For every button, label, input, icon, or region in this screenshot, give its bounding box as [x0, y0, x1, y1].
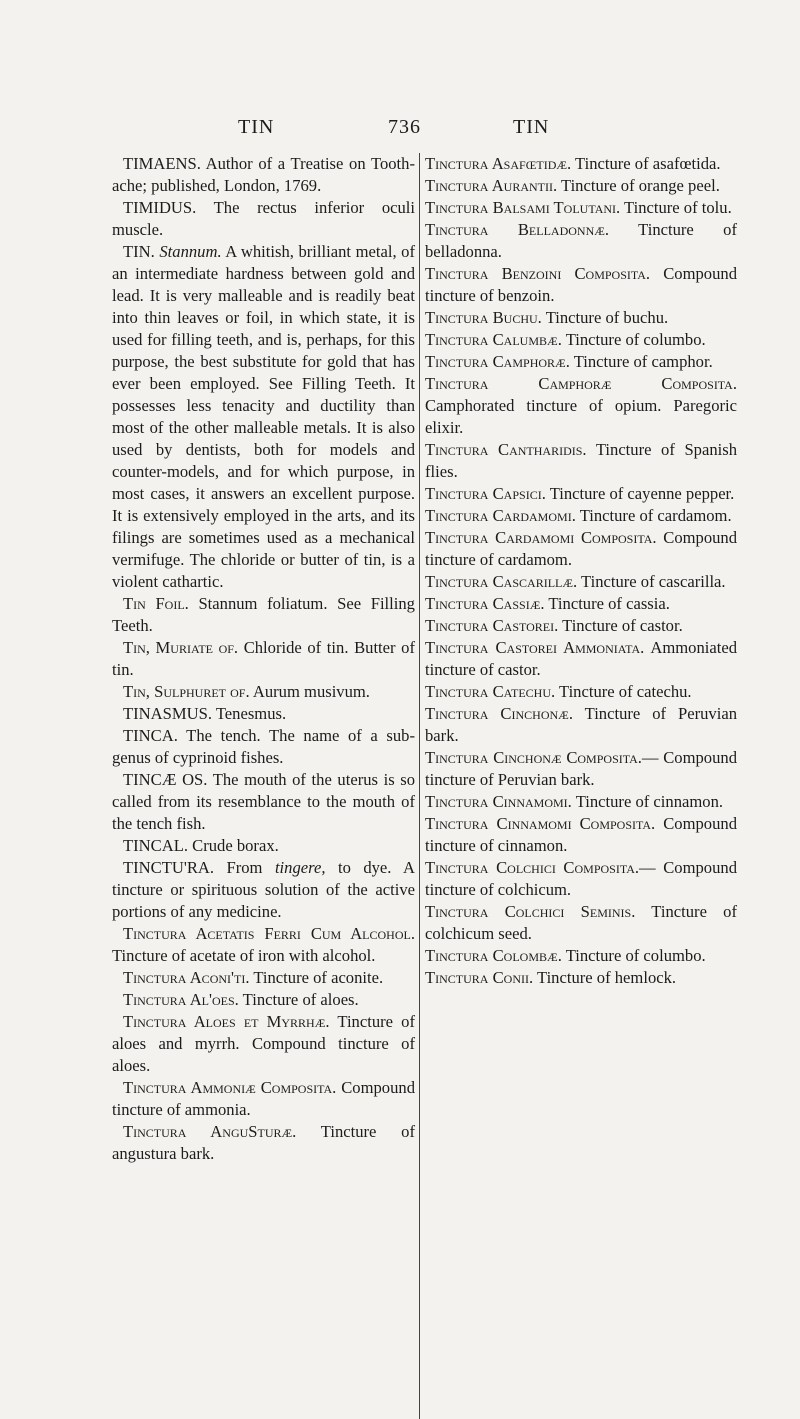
entry-headword: Tinctura Castorei.	[425, 616, 559, 635]
entry-definition: Tincture of tolu.	[620, 198, 732, 217]
dictionary-entry	[425, 483, 737, 505]
dictionary-entry	[112, 593, 415, 637]
entry-headword: Tinctura Asafœtidæ.	[425, 154, 572, 173]
entry-headword: Tinctura AnguSturæ.	[123, 1122, 297, 1141]
entry-headword: Tinctura Cinchonæ Composita.—	[425, 748, 659, 767]
entry-definition: From	[214, 858, 275, 877]
dictionary-entry	[425, 351, 737, 373]
dictionary-entry	[425, 197, 737, 219]
dictionary-entry	[425, 175, 737, 197]
entry-headword: Tinctura Cinchonæ.	[425, 704, 573, 723]
dictionary-entry	[425, 813, 737, 857]
entry-headword: Tinctura Camphoræ.	[425, 352, 570, 371]
dictionary-entry	[425, 703, 737, 747]
entry-definition: Tincture of cardamom.	[575, 506, 732, 525]
entry-definition: A whitish, brilliant metal, of an intermediate hardness between gold and lead. It is very malleable and is readily beat into thin leaves or foil, in which state, it is used for filling teeth, and is, perhaps, for this purpose, the best substitute for gold that has ever been employed. See Filling Teeth. It possesses less tenacity and ductility than most of the other malleable metals. It is also used by dentists, both for models and counter-models, and for which purpose, in most cases, it answers an excellent purpose. It is extensively employed in the arts, and its filings are sometimes used as a mechanical vermifuge. The chloride or butter of tin, is a violent cathartic.	[112, 242, 415, 591]
entry-headword: Tin, Muriate of.	[123, 638, 239, 657]
entry-headword: Tinctura Benzoini Composita.	[425, 264, 651, 283]
entry-definition: Tincture of cinnamon.	[571, 792, 724, 811]
dictionary-entry	[425, 637, 737, 681]
right-column	[425, 153, 737, 989]
entry-definition: The mouth of the uterus is so called from its resemblance to the mouth of the tench fish.	[112, 770, 415, 833]
dictionary-entry	[425, 263, 737, 307]
entry-definition: Tincture of angustura bark.	[112, 1122, 415, 1163]
entry-headword: Tinctura Conii.	[425, 968, 534, 987]
entry-headword: Tinctura Buchu.	[425, 308, 542, 327]
entry-definition: Tincture of Peruvian bark.	[425, 704, 737, 745]
entry-headword: Tinctura Cassiæ.	[425, 594, 545, 613]
entry-definition: Compound tincture of ammonia.	[112, 1078, 415, 1119]
entry-headword: Tinctura Colchici Seminis.	[425, 902, 636, 921]
dictionary-entry	[425, 571, 737, 593]
entry-definition: The tench. The name of a sub-genus of cyprinoid fishes.	[112, 726, 415, 767]
entry-definition: Camphorated tincture of opium. Paregoric elixir.	[425, 396, 737, 437]
dictionary-entry	[112, 153, 415, 197]
dictionary-entry	[112, 1121, 415, 1165]
dictionary-entry	[112, 967, 415, 989]
dictionary-entry	[425, 527, 737, 571]
entry-definition: Tincture of hemlock.	[533, 968, 677, 987]
dictionary-entry	[112, 1077, 415, 1121]
entry-definition: Aurum musivum.	[249, 682, 370, 701]
dictionary-entry	[425, 681, 737, 703]
entry-headword: Tinctura Cinnamomi.	[425, 792, 572, 811]
dictionary-entry	[112, 923, 415, 967]
entry-definition: Tincture of aconite.	[249, 968, 384, 987]
entry-headword: Tinctura Aconi'ti.	[123, 968, 250, 987]
dictionary-entry	[112, 681, 415, 703]
entry-definition: Tincture of castor.	[558, 616, 683, 635]
entry-headword: Tinctura Calumbæ.	[425, 330, 562, 349]
entry-definition: Tincture of orange peel.	[557, 176, 720, 195]
entry-headword: TINCÆ OS.	[123, 770, 208, 789]
dictionary-entry	[425, 901, 737, 945]
running-header	[0, 116, 800, 146]
entry-headword: Tin Foil.	[123, 594, 189, 613]
entry-definition: Tincture of aloes.	[238, 990, 359, 1009]
entry-definition: Tenesmus.	[211, 704, 287, 723]
header-right-word: TIN	[513, 116, 550, 138]
entry-definition: Tincture of colchicum seed.	[425, 902, 737, 943]
entry-definition: Ammoniated tincture of castor.	[425, 638, 737, 679]
dictionary-entry	[425, 307, 737, 329]
entry-definition: Chloride of tin. Butter of tin.	[112, 638, 415, 679]
entry-headword: TINCTU'RA.	[123, 858, 215, 877]
entry-headword: TIN.	[123, 242, 155, 261]
entry-headword: Tinctura Capsici.	[425, 484, 546, 503]
entry-definition: Compound tincture of Peruvian bark.	[425, 748, 737, 789]
entry-headword: Tinctura Acetatis Ferri Cum Alcohol.	[123, 924, 415, 943]
entry-headword: Tinctura Cantharidis.	[425, 440, 587, 459]
dictionary-entry	[112, 989, 415, 1011]
entry-headword: Tinctura Cinnamomi Composita.	[425, 814, 656, 833]
entry-headword: TINCA.	[123, 726, 178, 745]
dictionary-entry	[112, 725, 415, 769]
entry-definition: Tincture of cayenne pepper.	[545, 484, 735, 503]
entry-headword: TIMIDUS.	[123, 198, 197, 217]
entry-definition: Compound tincture of colchicum.	[425, 858, 737, 899]
entry-headword: Tinctura Castorei Ammoniata.	[425, 638, 645, 657]
entry-definition: Tincture of cascarilla.	[577, 572, 726, 591]
entry-definition: Tincture of buchu.	[541, 308, 669, 327]
dictionary-entry	[425, 329, 737, 351]
entry-definition: Author of a Treatise on Tooth-ache; published, London, 1769.	[112, 154, 415, 195]
entry-headword: Tinctura Colombæ.	[425, 946, 562, 965]
dictionary-entry	[112, 1011, 415, 1077]
entry-definition: Tincture of aloes and myrrh. Compound tincture of aloes.	[112, 1012, 415, 1075]
dictionary-entry	[425, 439, 737, 483]
entry-definition: to dye. A tincture or spirituous solution of the active portions of any medicine.	[112, 858, 415, 921]
entry-headword: Tinctura Cardamomi.	[425, 506, 576, 525]
entry-headword: Tinctura Cascarillæ.	[425, 572, 578, 591]
entry-headword: Tinctura Belladonnæ.	[425, 220, 610, 239]
dictionary-entry	[112, 197, 415, 241]
entry-italic-term: Stannum.	[159, 242, 222, 261]
entry-headword: TINASMUS.	[123, 704, 212, 723]
entry-definition: Tincture of columbo.	[561, 330, 706, 349]
entry-definition: Tincture of belladonna.	[425, 220, 737, 261]
dictionary-entry	[112, 835, 415, 857]
entry-italic-term: tingere,	[274, 858, 326, 877]
dictionary-entry	[425, 505, 737, 527]
entry-definition: The rectus inferior oculi muscle.	[112, 198, 415, 239]
dictionary-entry	[112, 857, 415, 923]
entry-definition: Tincture of camphor.	[569, 352, 713, 371]
entry-headword: TIMAENS.	[123, 154, 201, 173]
entry-headword: Tinctura Aloes et Myrrhæ.	[123, 1012, 330, 1031]
dictionary-entry	[112, 769, 415, 835]
entry-headword: Tinctura Al'oes.	[123, 990, 239, 1009]
dictionary-entry	[112, 241, 415, 593]
dictionary-entry	[425, 615, 737, 637]
entry-headword: Tinctura Catechu.	[425, 682, 556, 701]
entry-definition: Tincture of columbo.	[561, 946, 706, 965]
entry-definition: Tincture of acetate of iron with alcohol.	[112, 946, 376, 965]
entry-headword: Tinctura Camphoræ Composita.	[425, 374, 737, 393]
entry-definition: Crude borax.	[187, 836, 279, 855]
column-divider	[419, 153, 420, 1419]
dictionary-entry	[425, 153, 737, 175]
dictionary-entry	[425, 967, 737, 989]
entry-definition: Tincture of catechu.	[555, 682, 692, 701]
entry-definition: Compound tincture of benzoin.	[425, 264, 737, 305]
entry-headword: Tin, Sulphuret of.	[123, 682, 250, 701]
dictionary-entry	[425, 593, 737, 615]
dictionary-entry	[425, 791, 737, 813]
entry-headword: Tinctura Balsami Tolutani.	[425, 198, 621, 217]
entry-headword: Tinctura Ammoniæ Composita.	[123, 1078, 337, 1097]
entry-definition: Tincture of Spanish flies.	[425, 440, 737, 481]
entry-definition: Stannum foliatum. See Filling Teeth.	[112, 594, 415, 635]
entry-headword: TINCAL.	[123, 836, 188, 855]
page-number: 736	[388, 116, 421, 138]
header-left-word: TIN	[238, 116, 275, 138]
entry-definition: Compound tincture of cardamom.	[425, 528, 738, 569]
dictionary-entry	[112, 637, 415, 681]
dictionary-entry	[425, 857, 737, 901]
entry-headword: Tinctura Aurantii.	[425, 176, 558, 195]
dictionary-entry	[112, 703, 415, 725]
entry-headword: Tinctura Cardamomi Composita.	[425, 528, 657, 547]
entry-definition: Compound tincture of cinnamon.	[425, 814, 737, 855]
entry-headword: Tinctura Colchici Composita.—	[425, 858, 656, 877]
entry-definition: Tincture of cassia.	[544, 594, 670, 613]
dictionary-entry	[425, 373, 737, 439]
dictionary-entry	[425, 219, 737, 263]
dictionary-entry	[425, 747, 737, 791]
dictionary-entry	[425, 945, 737, 967]
entry-definition: Tincture of asafœtida.	[571, 154, 721, 173]
left-column	[112, 153, 415, 1165]
